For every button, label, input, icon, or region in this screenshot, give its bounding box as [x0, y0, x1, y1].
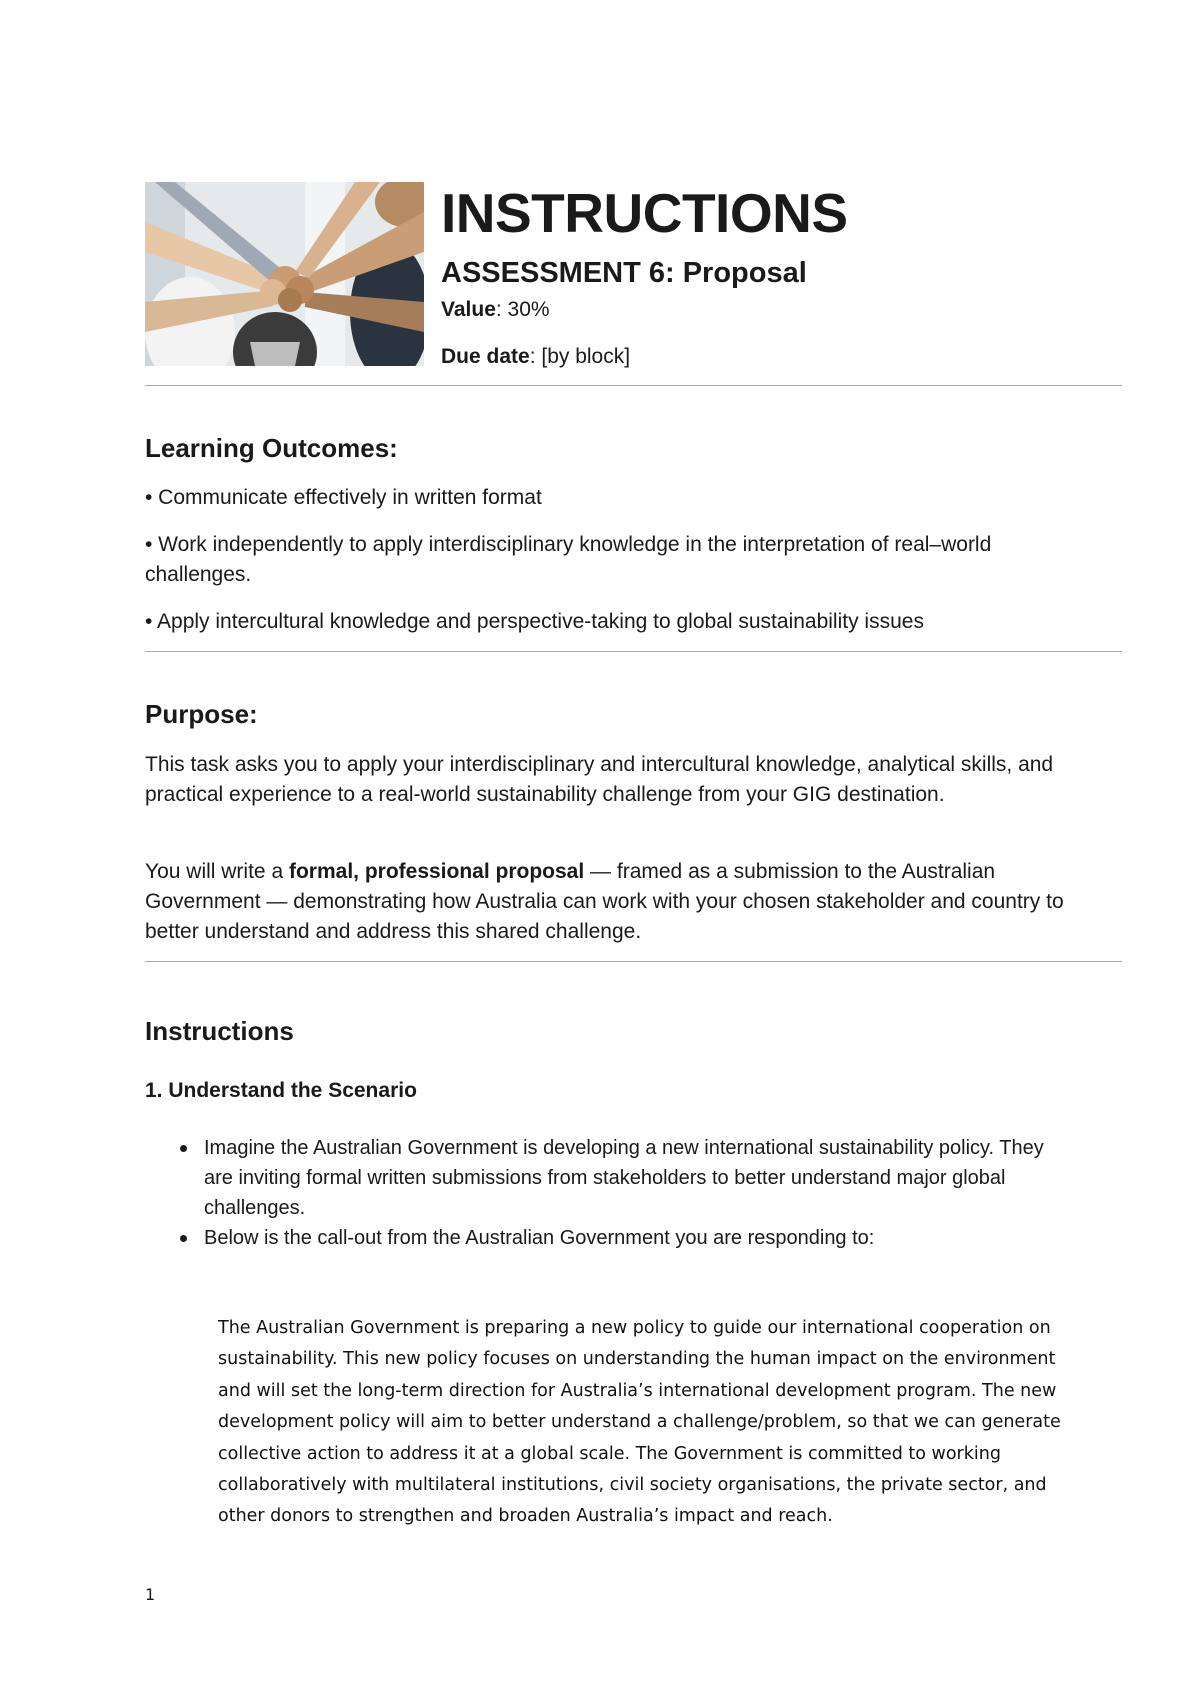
list-item-text: Imagine the Australian Government is developing a new international sustainability policy. They are inviting formal written submissions from stakeholders to better understand major global challenges. [204, 1137, 1044, 1219]
purpose-paragraph: This task asks you to apply your interdisciplinary and intercultural knowledge, analytical skills, and practical experience to a real-world sustainability challenge from your GIG destination. [145, 753, 1054, 806]
outcome-item: • Apply intercultural knowledge and perspective-taking to global sustainability issues [145, 610, 924, 633]
value-text: : 30% [495, 298, 550, 321]
outcome-item: • Communicate effectively in written format [145, 486, 542, 509]
outcome-item: • Work independently to apply interdisciplinary knowledge in the interpretation of real–world challenges. [145, 533, 992, 586]
purpose-paragraph-proposal [145, 857, 1065, 947]
list-item-text: Below is the call-out from the Australian Government you are responding to: [204, 1227, 875, 1249]
step1-list [145, 1133, 1075, 1253]
team-hands-photo [145, 182, 424, 366]
purpose-p2-before: You will write a [145, 860, 289, 883]
assessment-subtitle: ASSESSMENT 6: Proposal [441, 257, 807, 289]
page-title: INSTRUCTIONS [441, 182, 848, 244]
list-item [145, 1223, 1075, 1253]
bullet-dot-icon [180, 1145, 187, 1152]
due-label: Due date [441, 345, 530, 368]
instructions-heading: Instructions [145, 1016, 294, 1046]
purpose-heading: Purpose: [145, 699, 258, 729]
page-number: 1 [145, 1585, 156, 1604]
government-callout: The Australian Government is preparing a new policy to guide our international cooperation on sustainability. This new policy focuses on understanding the human impact on the environment and will set the long-term direction for Australia’s international development program. The new development policy will aim to better understand a challenge/problem, so that we can generate collective action to address it at a global scale. The Government is committed to working collaboratively with multilateral institutions, civil society organisations, the private sector, and other donors to strengthen and broaden Australia’s impact and reach. [218, 1318, 1061, 1527]
due-date-line [441, 343, 630, 371]
value-line [441, 296, 550, 324]
divider [145, 961, 1122, 962]
learning-outcomes-heading: Learning Outcomes: [145, 433, 398, 463]
divider [145, 385, 1122, 386]
bullet-dot-icon [180, 1235, 187, 1242]
value-label: Value [441, 298, 496, 321]
divider [145, 651, 1122, 652]
list-item [145, 1133, 1075, 1223]
step1-heading: 1. Understand the Scenario [145, 1079, 417, 1102]
purpose-p2-after: — framed as a submission to the Australian Government — demonstrating how Australia can work with your chosen stakeholder and country to better understand and address this shared challenge. [145, 860, 1064, 943]
purpose-p2-bold: formal, professional proposal [288, 860, 585, 883]
due-text: : [by block] [529, 345, 631, 368]
